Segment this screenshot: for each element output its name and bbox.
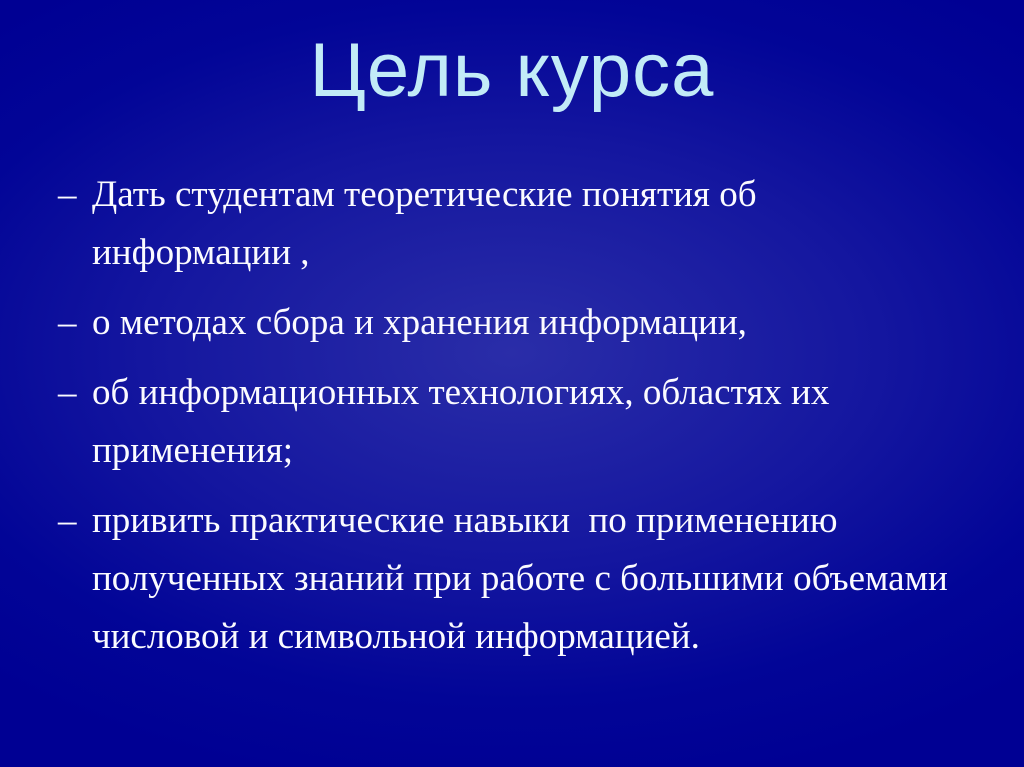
bullet-text: привить практические навыки по применению полученных знаний при работе с большими объемами числовой и символьной информацией.: [92, 500, 967, 657]
bullet-text: Дать студентам теоретические понятия об информации ,: [92, 174, 766, 273]
slide-title: Цель курса: [309, 28, 715, 113]
bullet-text: об информационных технологиях, областях их применения;: [92, 372, 839, 471]
dash-bullet-marker: –: [58, 174, 77, 215]
bullet-text: о методах сбора и хранения информации,: [92, 302, 747, 343]
bullet-item: [58, 492, 967, 666]
bullet-item: [58, 166, 964, 282]
bullet-item: [58, 364, 964, 480]
dash-bullet-marker: –: [58, 500, 77, 541]
bullet-item: [58, 294, 964, 352]
bullet-list: [58, 166, 967, 678]
dash-bullet-marker: –: [58, 372, 77, 413]
dash-bullet-marker: –: [58, 302, 77, 343]
